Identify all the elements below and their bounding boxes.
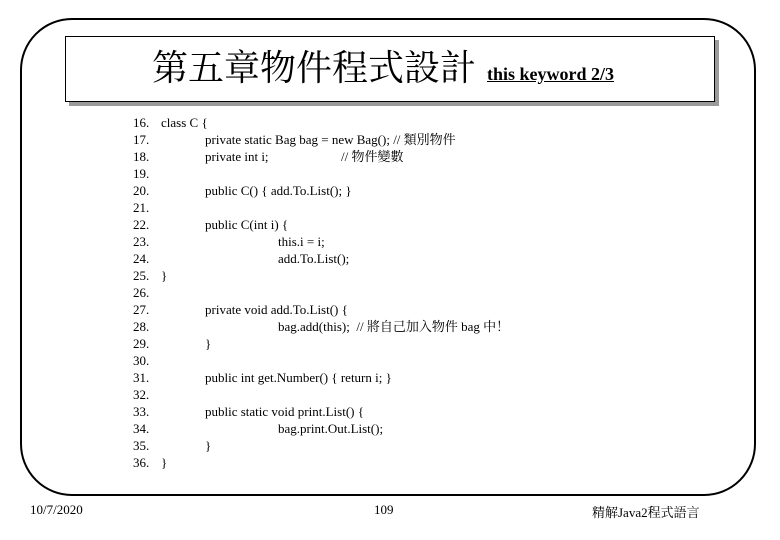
footer-date: 10/7/2020 (30, 502, 83, 517)
code-line (133, 301, 553, 318)
title-box (65, 36, 715, 102)
line-number: 21. (133, 200, 150, 215)
code-text: public int get.Number() { return i; } (205, 370, 392, 385)
code-line (133, 114, 553, 131)
code-line (133, 284, 553, 301)
code-comment: // 物件變數 (341, 149, 404, 164)
line-number: 30. (133, 353, 150, 368)
code-line (133, 148, 553, 165)
code-text: } (205, 438, 212, 453)
code-line (133, 369, 553, 386)
code-line (133, 131, 553, 148)
footer-page-number: 109 (374, 502, 394, 517)
line-number: 19. (133, 166, 150, 181)
slide-title: 第五章物件程式設計 (152, 48, 477, 89)
code-text: public C() { add.To.List(); } (205, 183, 352, 198)
line-number: 22. (133, 217, 150, 232)
line-number: 20. (133, 183, 150, 198)
code-line (133, 454, 553, 471)
line-number: 24. (133, 251, 150, 266)
slide-subtitle: this keyword 2/3 (487, 64, 615, 84)
code-line (133, 318, 553, 335)
line-number: 31. (133, 370, 150, 385)
line-number: 28. (133, 319, 150, 334)
line-number: 17. (133, 132, 150, 147)
code-text: public C(int i) { (205, 217, 289, 232)
code-text: } (205, 336, 212, 351)
line-number: 33. (133, 404, 150, 419)
footer-book-title: 精解Java2程式語言 (592, 505, 700, 520)
code-listing (133, 114, 553, 471)
line-number: 35. (133, 438, 150, 453)
code-line (133, 403, 553, 420)
code-line (133, 420, 553, 437)
line-number: 26. (133, 285, 150, 300)
code-line (133, 233, 553, 250)
code-line (133, 335, 553, 352)
code-text: this.i = i; (278, 234, 325, 249)
code-text: private void add.To.List() { (205, 302, 348, 317)
line-number: 25. (133, 268, 150, 283)
line-number: 34. (133, 421, 150, 436)
code-line (133, 165, 553, 182)
line-number: 36. (133, 455, 150, 470)
code-line (133, 437, 553, 454)
line-number: 23. (133, 234, 150, 249)
code-line (133, 199, 553, 216)
code-text: add.To.List(); (278, 251, 350, 266)
code-text: class C { (161, 115, 208, 130)
code-text: private static Bag bag = new Bag(); // 類別物件 (205, 132, 456, 147)
line-number: 16. (133, 115, 150, 130)
code-text: public static void print.List() { (205, 404, 364, 419)
code-text: } (161, 268, 168, 283)
code-line (133, 182, 553, 199)
code-line (133, 352, 553, 369)
line-number: 18. (133, 149, 150, 164)
code-line (133, 386, 553, 403)
line-number: 29. (133, 336, 150, 351)
code-line (133, 267, 553, 284)
line-number: 27. (133, 302, 150, 317)
code-text: } (161, 455, 168, 470)
line-number: 32. (133, 387, 150, 402)
code-text: bag.print.Out.List(); (278, 421, 384, 436)
code-text: bag.add(this); // 將自己加入物件 bag 中！ (278, 319, 510, 334)
code-line (133, 250, 553, 267)
code-line (133, 216, 553, 233)
code-text: private int i; (205, 149, 269, 164)
